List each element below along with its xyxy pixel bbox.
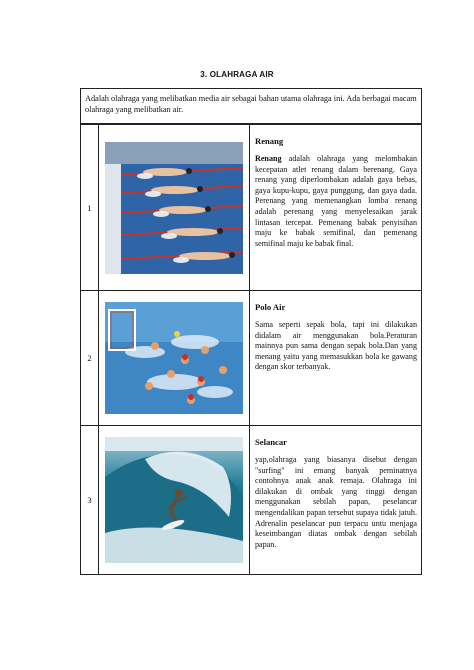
description-cell bbox=[250, 426, 422, 575]
sport-description-body: adalah olahraga yang melombakan kecepatan atlet renang dalam berenang. Gaya renang yang diperlombakan adalah gaya bebas, gaya kupu-kupu, gaya punggung, dan gaya dada. Perenang yang memenangkan lomba renang adalah perenang yang menyelesaikan jarak lintasan tercepat. Pemenang babak penyisihan maju ke babak semifinal, dan pemenang semifinal maju ke babak final. bbox=[255, 154, 417, 248]
description-cell bbox=[250, 291, 422, 426]
image-cell bbox=[99, 291, 250, 426]
row-number: 2 bbox=[81, 291, 99, 426]
sport-name: Renang bbox=[255, 136, 284, 146]
sport-name: Polo Air bbox=[255, 302, 286, 312]
table-row bbox=[81, 291, 422, 426]
sport-description: yap,olahraga yang biasanya disebut dengan "surfing" ini emang banyak peminatnya contohnya anak anak remaja. Olahraga ini dilakukan di ombak yang tinggi dengan menggunakan sebilah papan, peselancar mengendalikan papan tersebut supaya tidak jatuh. Adrenalin peselancar pun terpacu untu menjaga keseimbangan diatas ombak dengan sebilah papan. bbox=[255, 455, 417, 549]
sport-description-lead: Renang bbox=[255, 154, 282, 163]
surfing-photo bbox=[105, 437, 243, 563]
water-polo-photo bbox=[105, 302, 243, 414]
sport-description bbox=[255, 154, 417, 249]
table-row bbox=[81, 125, 422, 291]
intro-paragraph: Adalah olahraga yang melibatkan media air sebagai bahan utama olahraga ini. Ada berbagai macam olahraga yang melibatkan air. bbox=[80, 88, 422, 124]
page-title: 3. OLAHRAGA AIR bbox=[200, 70, 274, 79]
image-cell bbox=[99, 426, 250, 575]
sports-table bbox=[80, 124, 422, 575]
row-number: 1 bbox=[81, 125, 99, 291]
swimming-race-photo bbox=[105, 142, 243, 274]
sport-description: Sama seperti sepak bola, tapi ini dilakukan didalam air menggunakan bola.Peraturan mainnya pun sama dengan sepak bola.Dan yang menang yaitu yang memasukkan bola ke gawang dengan skor terbanyak. bbox=[255, 320, 417, 372]
row-number: 3 bbox=[81, 426, 99, 575]
table-row bbox=[81, 426, 422, 575]
description-cell bbox=[250, 125, 422, 291]
image-cell bbox=[99, 125, 250, 291]
sport-name: Selancar bbox=[255, 437, 287, 447]
